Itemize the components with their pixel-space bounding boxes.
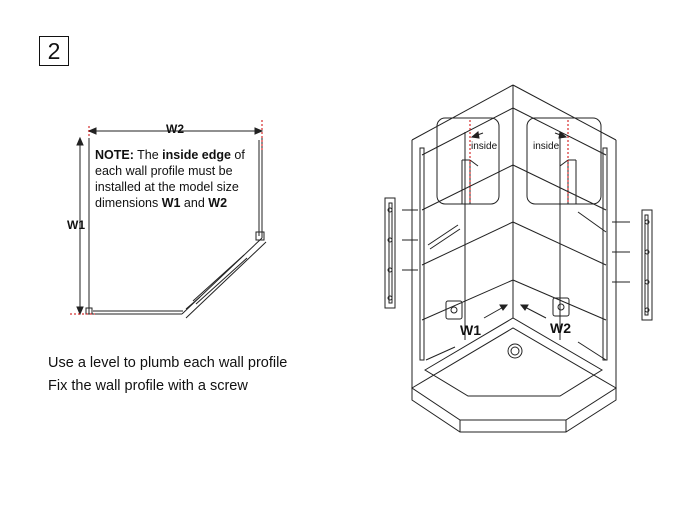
w1-label: W1 [67, 218, 85, 232]
wall-profile-part-left [385, 198, 418, 308]
callout-right [527, 118, 601, 204]
note-text-3: and [180, 196, 209, 210]
note-bold-w1: W1 [161, 196, 181, 210]
callout-left-inside-label: inside [471, 141, 498, 152]
installation-note [95, 147, 265, 211]
wall-profile-part-right [612, 210, 652, 320]
w2-label: W2 [166, 122, 184, 136]
instruction-level: Use a level to plumb each wall profile [48, 355, 288, 371]
enclosure-w1-label: W1 [460, 322, 481, 338]
note-prefix: NOTE: [95, 148, 134, 162]
note-bold-inside-edge: inside edge [162, 148, 231, 162]
shower-enclosure-drawing [412, 85, 616, 432]
enclosure-w2-label: W2 [550, 320, 571, 336]
note-bold-w2: W2 [208, 196, 228, 210]
instruction-screw: Fix the wall profile with a screw [48, 378, 248, 394]
note-text-1: The [133, 148, 163, 162]
callout-right-inside-label: inside [533, 141, 560, 152]
note-text-2: of each wall profile must be installed at the model size dimensions [95, 148, 245, 210]
step-number: 2 [47, 37, 61, 64]
